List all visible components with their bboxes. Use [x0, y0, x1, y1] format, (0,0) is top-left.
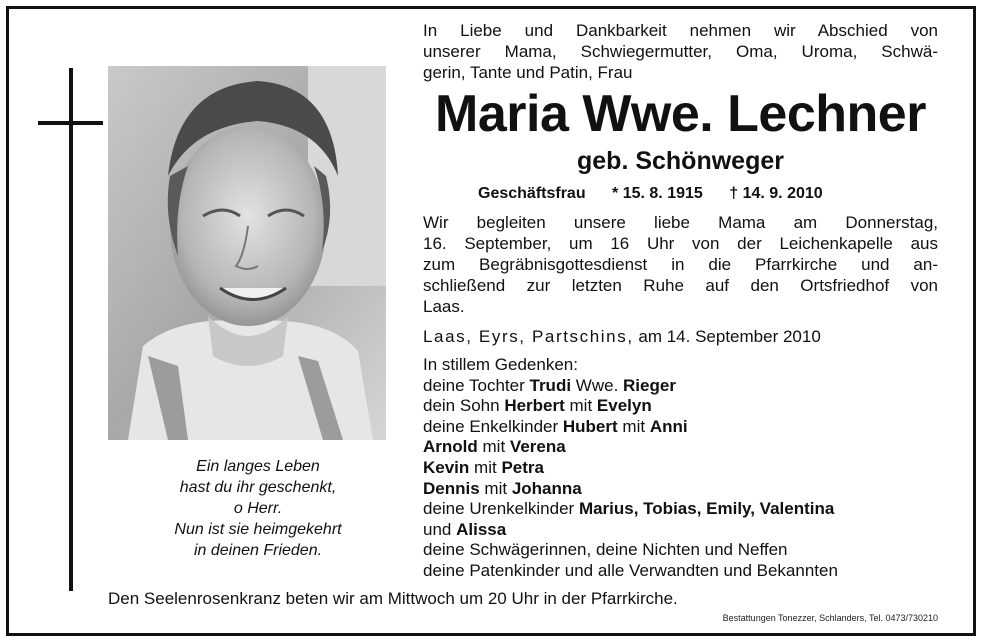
relation-label: mit [569, 396, 593, 416]
cross-horizontal-bar [38, 121, 103, 125]
portrait-photo [108, 66, 386, 440]
announcement-date: am 14. September 2010 [638, 327, 821, 346]
relation-label: mit [622, 416, 646, 436]
mourner-name: Anni [649, 416, 688, 436]
verse-line: Nun ist sie heimgekehrt [174, 521, 342, 538]
birth-date: * 15. 8. 1915 [612, 185, 703, 202]
funeral-line: 16. September, um 16 Uhr von der Leichenkapelle aus [423, 234, 938, 253]
mourner-line-grandchildren [423, 417, 943, 438]
portrait-illustration [108, 66, 386, 440]
mourner-line-godchildren: deine Patenkinder und alle Verwandten und Bekannten [423, 560, 838, 580]
deceased-name: Maria Wwe. Lechner [435, 85, 926, 143]
relation-label: deine Tochter [423, 375, 525, 395]
mourners-heading: In stillem Gedenken: [423, 355, 578, 374]
verse-line: o Herr. [233, 500, 283, 517]
relation-label: und [423, 519, 452, 539]
relation-label: mit [482, 437, 506, 457]
mourner-name: Trudi [529, 375, 572, 395]
mourner-line-sisters-in-law: deine Schwägerinnen, deine Nichten und Neffen [423, 540, 788, 560]
mourner-line-grandchild [423, 479, 943, 500]
mourner-line-great-grandchildren [423, 499, 943, 520]
mourner-line-great-grandchild-last [423, 520, 943, 541]
mourner-name: Petra [501, 457, 544, 477]
mourner-line-son [423, 396, 943, 417]
relation-label: deine Enkelkinder [423, 416, 559, 436]
funeral-line: Laas. [423, 297, 465, 316]
verse-line: hast du ihr geschenkt, [179, 479, 337, 496]
verse [108, 456, 408, 561]
funeral-announcement [423, 212, 938, 317]
mourner-name: Johanna [511, 478, 582, 498]
place-and-date [423, 326, 938, 348]
relation-label: Wwe. [575, 375, 619, 395]
relation-label: deine Urenkelkinder [423, 499, 575, 519]
mourner-name: Arnold [423, 437, 478, 457]
funeral-line: schließend zur letzten Ruhe auf den Ortsfriedhof von [423, 276, 938, 295]
mourner-name: Rieger [623, 375, 676, 395]
mourner-name: Herbert [504, 396, 565, 416]
verse-line: Ein langes Leben [196, 458, 320, 475]
mourner-name: Verena [509, 437, 566, 457]
funeral-home-imprint: Bestattungen Tonezzer, Schlanders, Tel. 0473/730210 [722, 613, 938, 623]
rosary-notice: Den Seelenrosenkranz beten wir am Mittwoch um 20 Uhr in der Pfarrkirche. [108, 589, 678, 608]
maiden-name: geb. Schönweger [577, 147, 784, 175]
death-date: † 14. 9. 2010 [729, 185, 823, 202]
mourner-name: Dennis [423, 478, 480, 498]
intro-line: unserer Mama, Schwiegermutter, Oma, Uroma, Schwä- [423, 42, 938, 61]
life-dates [478, 184, 823, 204]
mourner-line-daughter [423, 376, 943, 397]
intro-line: gerin, Tante und Patin, Frau [423, 63, 633, 82]
mourner-name: Evelyn [596, 396, 652, 416]
funeral-line: zum Begräbnisgottesdienst in die Pfarrkirche und an- [423, 255, 938, 274]
funeral-line: Wir begleiten unsere liebe Mama am Donnerstag, [423, 213, 938, 232]
intro-line: In Liebe und Dankbarkeit nehmen wir Abschied von [423, 21, 938, 40]
mourner-name: Hubert [562, 416, 618, 436]
relation-label: mit [474, 457, 497, 477]
places: Laas, Eyrs, Partschins, [423, 327, 634, 346]
relation-label: mit [484, 478, 508, 498]
mourner-line-grandchild [423, 458, 943, 479]
mourner-name: Alissa [456, 519, 507, 539]
verse-line: in deinen Frieden. [193, 542, 323, 559]
mourner-name: Marius, Tobias, Emily, Valentina [578, 499, 835, 519]
mourner-line-grandchild [423, 437, 943, 458]
mourner-name: Kevin [423, 457, 470, 477]
cross-vertical-bar [69, 68, 73, 591]
intro-text [423, 20, 938, 83]
occupation: Geschäftsfrau [478, 185, 586, 202]
mourners-list [423, 355, 943, 582]
relation-label: dein Sohn [423, 396, 500, 416]
